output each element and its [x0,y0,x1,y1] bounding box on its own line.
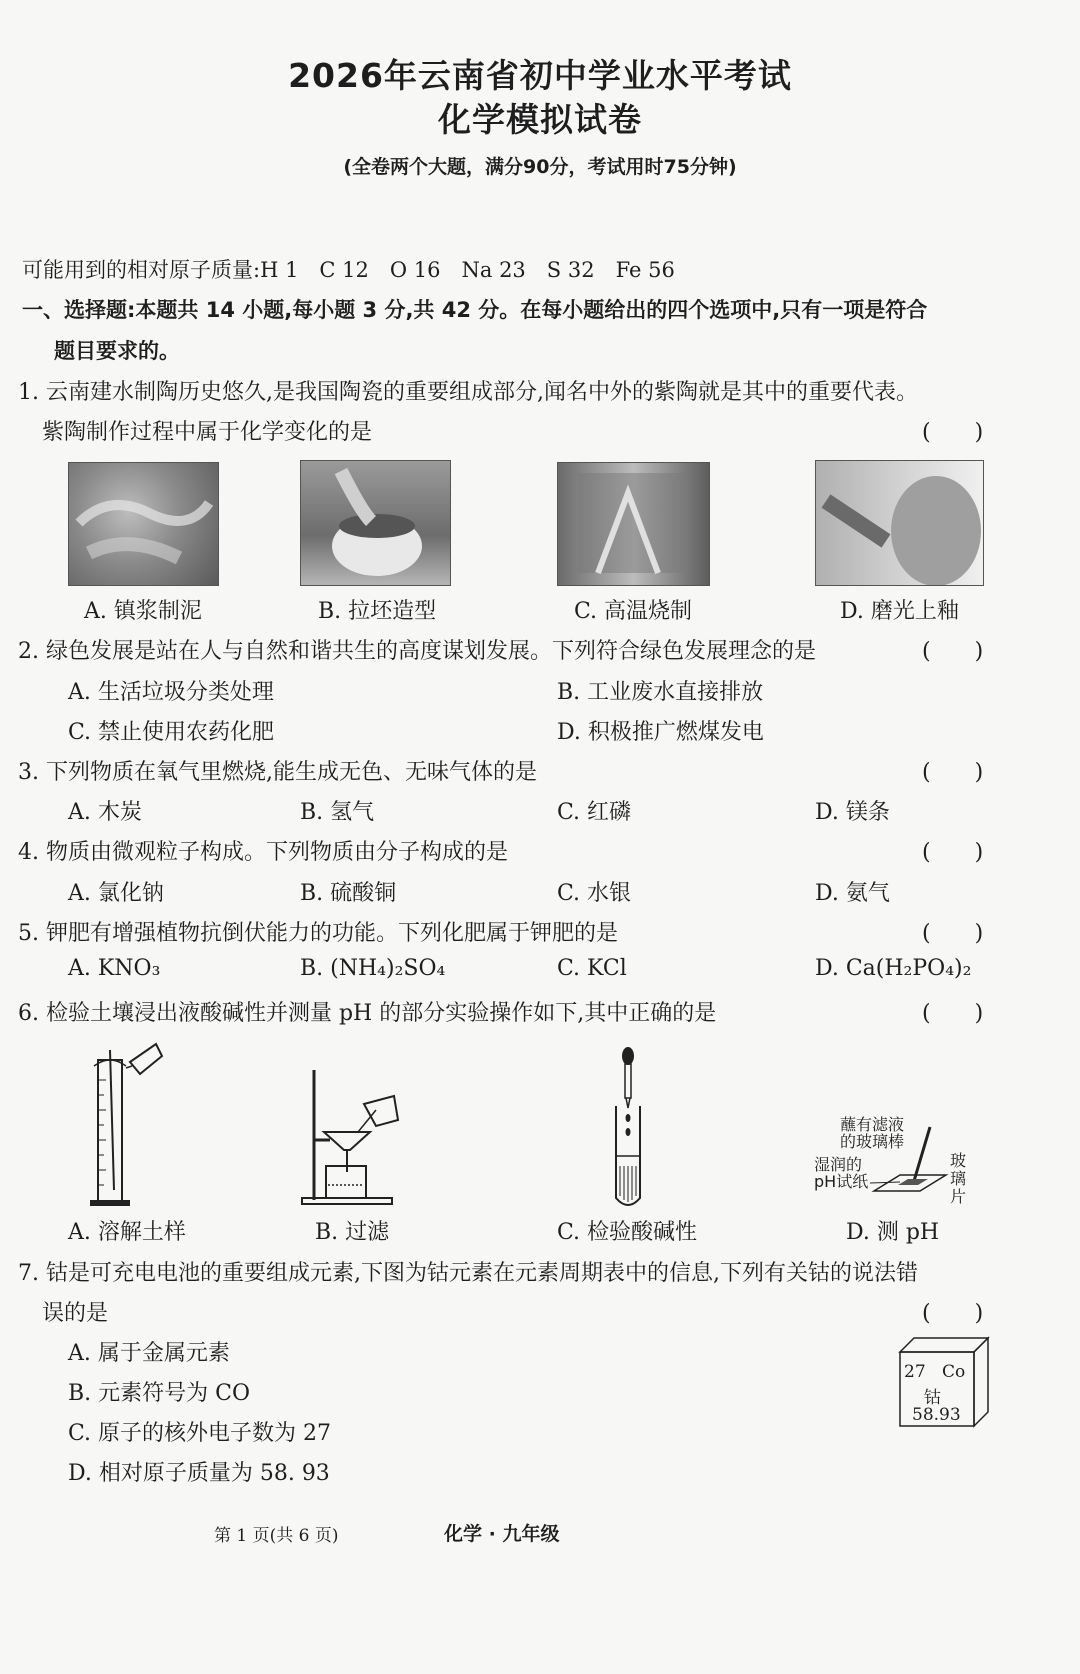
q7-stem-line1: 7. 钴是可充电电池的重要组成元素,下图为钴元素在元素周期表中的信息,下列有关钴的说法错 [18,1261,918,1286]
q6-option-d[interactable]: D. 测 pH [846,1220,940,1245]
q6-option-a[interactable]: A. 溶解土样 [68,1220,186,1245]
q3-option-d[interactable]: D. 镁条 [815,800,890,825]
q3-option-b[interactable]: B. 氢气 [300,800,375,825]
q2-stem: 2. 绿色发展是站在人与自然和谐共生的高度谋划发展。下列符合绿色发展理念的是 [18,639,816,664]
photo-pottery-throwing [300,460,451,586]
q2-option-d[interactable]: D. 积极推广燃煤发电 [557,720,764,745]
q7-answer-blank[interactable]: ( ) [922,1301,984,1326]
element-atomic-number: 27 [904,1362,926,1382]
element-name: 钴 [924,1388,941,1408]
q1-option-d[interactable]: D. 磨光上釉 [840,599,959,624]
photo-kiln-firing [557,462,710,586]
q6-option-c[interactable]: C. 检验酸碱性 [557,1220,698,1245]
subject-label: 化学 · 九年级 [444,1523,560,1545]
q3-option-a[interactable]: A. 木炭 [68,800,142,825]
label-glass-plate: 玻 璃 片 [950,1151,967,1206]
label-ph-paper: 湿润的 pH试纸 [814,1155,869,1191]
q3-stem: 3. 下列物质在氧气里燃烧,能生成无色、无味气体的是 [18,760,537,785]
q5-option-d[interactable]: D. Ca(H₂PO₄)₂ [815,956,972,981]
diagram-test-tube-dropper [606,1046,646,1211]
q6-stem: 6. 检验土壤浸出液酸碱性并测量 pH 的部分实验操作如下,其中正确的是 [18,1001,717,1026]
q6-option-b[interactable]: B. 过滤 [315,1220,390,1245]
page-number: 第 1 页(共 6 页) [214,1526,339,1546]
exam-title-line1: 2026年云南省初中学业水平考试 [288,56,792,95]
q7-option-b[interactable]: B. 元素符号为 CO [68,1381,251,1406]
q7-option-d[interactable]: D. 相对原子质量为 58. 93 [68,1461,330,1486]
q6-answer-blank[interactable]: ( ) [922,1001,984,1026]
q5-option-b[interactable]: B. (NH₄)₂SO₄ [300,956,446,981]
diagram-ph-test [870,1125,950,1200]
q1-stem-line1: 1. 云南建水制陶历史悠久,是我国陶瓷的重要组成部分,闻名中外的紫陶就是其中的重要代表。 [18,380,918,405]
section-heading-line2: 题目要求的。 [54,339,180,363]
q4-answer-blank[interactable]: ( ) [922,840,984,865]
q1-option-c[interactable]: C. 高温烧制 [574,599,693,624]
q7-stem-line2: 误的是 [42,1301,109,1326]
q5-option-a[interactable]: A. KNO₃ [68,956,161,981]
q4-option-b[interactable]: B. 硫酸铜 [300,881,397,906]
q7-option-a[interactable]: A. 属于金属元素 [68,1341,230,1366]
q3-answer-blank[interactable]: ( ) [922,760,984,785]
photo-clay-mixing [68,462,219,586]
exam-subtitle: (全卷两个大题，满分90分，考试用时75分钟) [343,156,737,178]
element-mass: 58.93 [912,1405,961,1425]
q2-option-c[interactable]: C. 禁止使用农药化肥 [68,720,275,745]
q2-option-b[interactable]: B. 工业废水直接排放 [557,680,764,705]
q1-answer-blank[interactable]: ( ) [922,420,984,445]
q2-answer-blank[interactable]: ( ) [922,639,984,664]
label-glass-rod: 蘸有滤液 的玻璃棒 [840,1115,905,1151]
element-symbol: Co [942,1362,966,1382]
q4-option-a[interactable]: A. 氯化钠 [68,881,164,906]
q2-option-a[interactable]: A. 生活垃圾分类处理 [68,680,274,705]
diagram-dissolving-cylinder [80,1040,180,1210]
q5-stem: 5. 钾肥有增强植物抗倒伏能力的功能。下列化肥属于钾肥的是 [18,921,618,946]
exam-title-line2: 化学模拟试卷 [438,100,642,139]
q5-option-c[interactable]: C. KCl [557,956,627,981]
q7-option-c[interactable]: C. 原子的核外电子数为 27 [68,1421,332,1446]
q4-option-d[interactable]: D. 氨气 [815,881,890,906]
q1-option-b[interactable]: B. 拉坯造型 [318,599,437,624]
q1-option-a[interactable]: A. 镇浆制泥 [84,599,202,624]
q1-stem-line2: 紫陶制作过程中属于化学变化的是 [42,420,373,445]
q4-option-c[interactable]: C. 水银 [557,881,632,906]
q3-option-c[interactable]: C. 红磷 [557,800,632,825]
section-heading-line1: 一、选择题:本题共 14 小题,每小题 3 分,共 42 分。在每小题给出的四个选项中,只有一项是符合 [22,298,928,322]
q4-stem: 4. 物质由微观粒子构成。下列物质由分子构成的是 [18,840,508,865]
atomic-masses: 可能用到的相对原子质量:H 1 C 12 O 16 Na 23 S 32 Fe 56 [22,258,675,282]
diagram-filtration [300,1070,410,1210]
q5-answer-blank[interactable]: ( ) [922,921,984,946]
photo-polishing-glazing [815,460,984,586]
